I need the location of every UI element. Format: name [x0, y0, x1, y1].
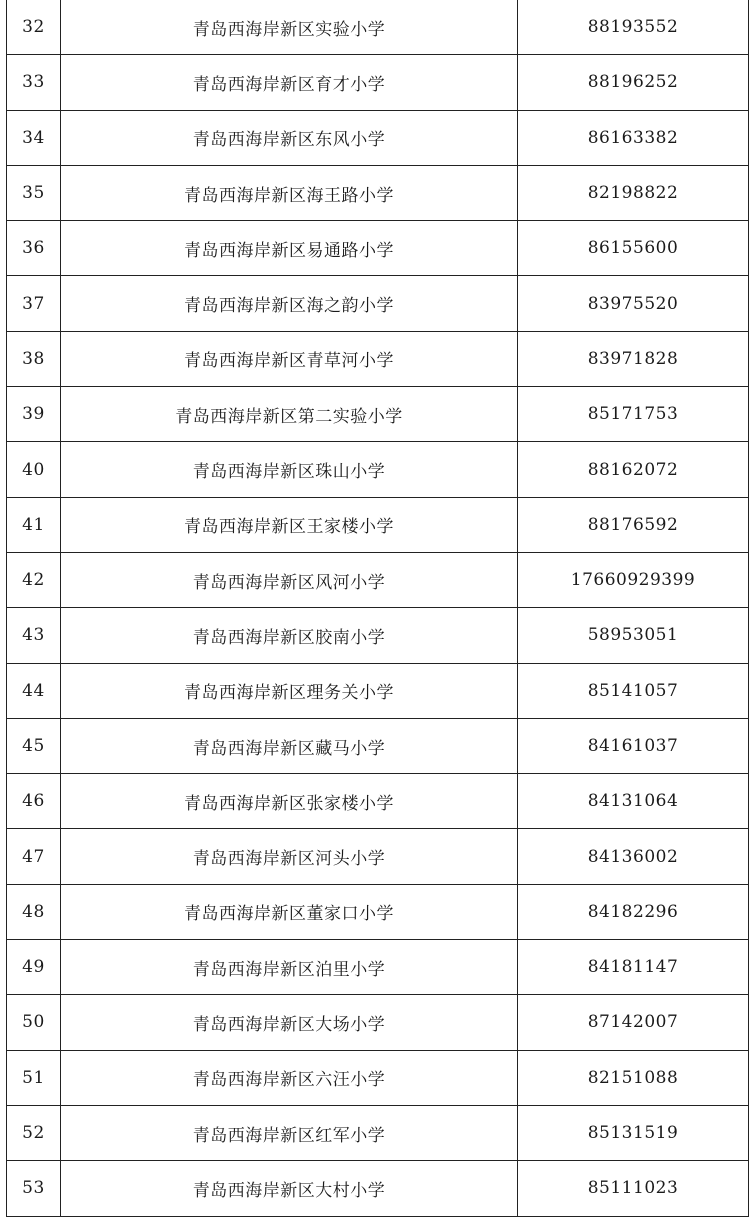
phone-number-cell: 85171753: [518, 387, 749, 442]
table-row: [7, 663, 749, 718]
phone-number-cell: 17660929399: [518, 552, 749, 607]
phone-number-cell: 83971828: [518, 331, 749, 386]
school-contact-table: [6, 0, 749, 1217]
table-row: [7, 552, 749, 607]
table-row: [7, 1161, 749, 1216]
school-name-cell: 青岛西海岸新区风河小学: [61, 552, 518, 607]
phone-number-cell: 85111023: [518, 1161, 749, 1216]
table-row: [7, 55, 749, 110]
phone-number-cell: 85131519: [518, 1105, 749, 1160]
table-row: [7, 276, 749, 331]
school-name-cell: 青岛西海岸新区东风小学: [61, 110, 518, 165]
table-row: [7, 940, 749, 995]
school-name-cell: 青岛西海岸新区河头小学: [61, 829, 518, 884]
school-name-cell: 青岛西海岸新区珠山小学: [61, 442, 518, 497]
table-row: [7, 718, 749, 773]
row-index-cell: 51: [7, 1050, 61, 1105]
row-index-cell: 32: [7, 0, 61, 55]
school-name-cell: 青岛西海岸新区海之韵小学: [61, 276, 518, 331]
phone-number-cell: 88162072: [518, 442, 749, 497]
school-name-cell: 青岛西海岸新区理务关小学: [61, 663, 518, 718]
table-body: [7, 0, 749, 1216]
school-name-cell: 青岛西海岸新区大场小学: [61, 995, 518, 1050]
school-name-cell: 青岛西海岸新区大村小学: [61, 1161, 518, 1216]
row-index-cell: 36: [7, 221, 61, 276]
phone-number-cell: 87142007: [518, 995, 749, 1050]
row-index-cell: 52: [7, 1105, 61, 1160]
row-index-cell: 33: [7, 55, 61, 110]
phone-number-cell: 85141057: [518, 663, 749, 718]
phone-number-cell: 83975520: [518, 276, 749, 331]
row-index-cell: 39: [7, 387, 61, 442]
school-name-cell: 青岛西海岸新区育才小学: [61, 55, 518, 110]
school-name-cell: 青岛西海岸新区胶南小学: [61, 608, 518, 663]
school-name-cell: 青岛西海岸新区易通路小学: [61, 221, 518, 276]
row-index-cell: 42: [7, 552, 61, 607]
phone-number-cell: 82151088: [518, 1050, 749, 1105]
row-index-cell: 34: [7, 110, 61, 165]
table-row: [7, 0, 749, 55]
school-name-cell: 青岛西海岸新区藏马小学: [61, 718, 518, 773]
phone-number-cell: 84131064: [518, 774, 749, 829]
phone-number-cell: 82198822: [518, 165, 749, 220]
table-row: [7, 165, 749, 220]
school-name-cell: 青岛西海岸新区王家楼小学: [61, 497, 518, 552]
table-row: [7, 1050, 749, 1105]
school-name-cell: 青岛西海岸新区青草河小学: [61, 331, 518, 386]
phone-number-cell: 84182296: [518, 884, 749, 939]
school-name-cell: 青岛西海岸新区董家口小学: [61, 884, 518, 939]
table-row: [7, 608, 749, 663]
table-row: [7, 829, 749, 884]
table-row: [7, 497, 749, 552]
phone-number-cell: 88176592: [518, 497, 749, 552]
table-row: [7, 774, 749, 829]
school-name-cell: 青岛西海岸新区张家楼小学: [61, 774, 518, 829]
phone-number-cell: 84181147: [518, 940, 749, 995]
phone-number-cell: 84161037: [518, 718, 749, 773]
table-row: [7, 387, 749, 442]
row-index-cell: 50: [7, 995, 61, 1050]
row-index-cell: 43: [7, 608, 61, 663]
row-index-cell: 35: [7, 165, 61, 220]
table-row: [7, 331, 749, 386]
table-row: [7, 1105, 749, 1160]
school-name-cell: 青岛西海岸新区泊里小学: [61, 940, 518, 995]
table-row: [7, 884, 749, 939]
phone-number-cell: 84136002: [518, 829, 749, 884]
row-index-cell: 45: [7, 718, 61, 773]
row-index-cell: 47: [7, 829, 61, 884]
table-row: [7, 995, 749, 1050]
phone-number-cell: 86163382: [518, 110, 749, 165]
table-row: [7, 442, 749, 497]
table-row: [7, 221, 749, 276]
school-name-cell: 青岛西海岸新区实验小学: [61, 0, 518, 55]
row-index-cell: 40: [7, 442, 61, 497]
school-name-cell: 青岛西海岸新区红军小学: [61, 1105, 518, 1160]
row-index-cell: 44: [7, 663, 61, 718]
school-name-cell: 青岛西海岸新区第二实验小学: [61, 387, 518, 442]
phone-number-cell: 88193552: [518, 0, 749, 55]
school-name-cell: 青岛西海岸新区海王路小学: [61, 165, 518, 220]
table-row: [7, 110, 749, 165]
row-index-cell: 41: [7, 497, 61, 552]
row-index-cell: 49: [7, 940, 61, 995]
row-index-cell: 48: [7, 884, 61, 939]
row-index-cell: 53: [7, 1161, 61, 1216]
phone-number-cell: 58953051: [518, 608, 749, 663]
school-name-cell: 青岛西海岸新区六汪小学: [61, 1050, 518, 1105]
row-index-cell: 37: [7, 276, 61, 331]
phone-number-cell: 88196252: [518, 55, 749, 110]
row-index-cell: 38: [7, 331, 61, 386]
phone-number-cell: 86155600: [518, 221, 749, 276]
row-index-cell: 46: [7, 774, 61, 829]
